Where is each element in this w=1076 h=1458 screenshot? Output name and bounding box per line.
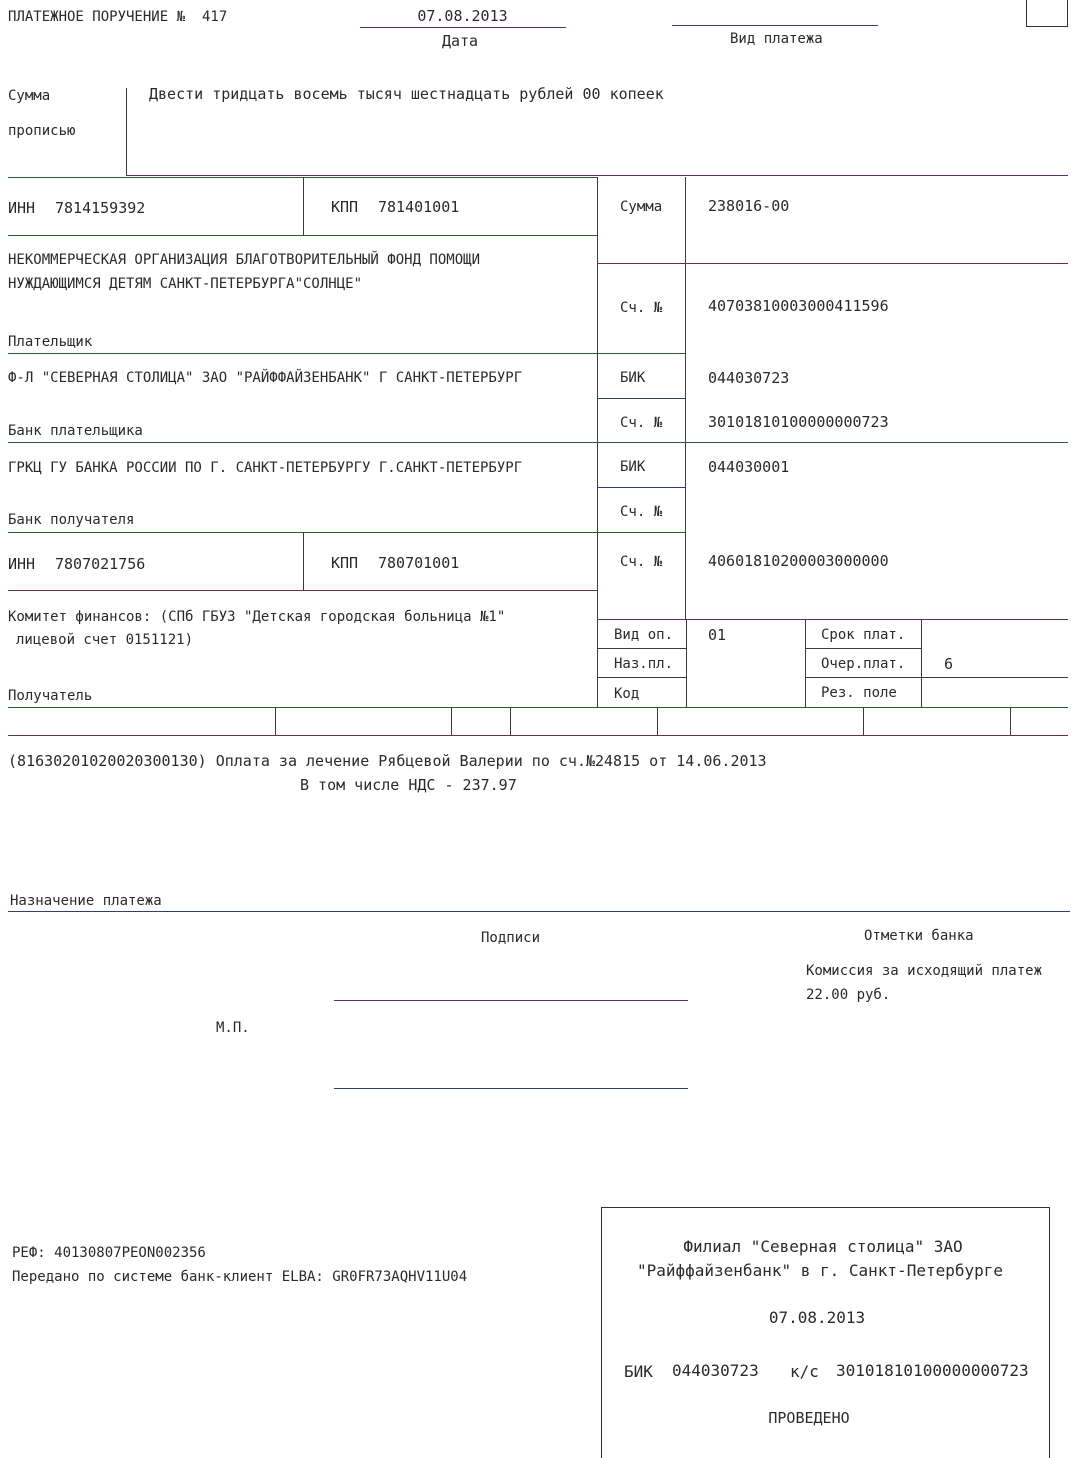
payer-inn-kpp-divider [303,177,304,235]
purpose-bottom-line [8,911,1070,912]
right-column-divider-2 [685,177,686,619]
payer-kpp-label: КПП [331,198,359,216]
codes-row-line-2 [597,677,686,678]
recipient-kpp-label: КПП [331,554,359,572]
payer-bank-bik: 044030723 [708,369,790,387]
recipient-inn-kpp-divider [303,532,304,590]
tax-cell-divider-1 [275,707,276,735]
recipient-inn-label: ИНН [8,555,36,573]
signatures-label: Подписи [481,930,541,946]
bank-stamp-bik-label: БИК [624,1362,653,1381]
payer-bank-bik-line [597,398,685,399]
purpose-line-1: (81630201020020300130) Оплата за лечение Рябцевой Валерии по сч.№24815 от 14.06.2013 [8,752,767,770]
codes-top-line [597,619,1068,620]
purpose-code-label: Наз.пл. [614,656,674,672]
payer-inn-label: ИНН [8,199,36,217]
document-number: 417 [202,9,228,25]
bank-stamp-line-1: Филиал "Северная столица" ЗАО [683,1237,963,1256]
signature-line-2 [334,1088,688,1089]
recipient-bank-bik: 044030001 [708,458,790,476]
recipient-inn-bottom-line [8,590,598,591]
payer-bank-account: 30101810100000000723 [708,413,889,431]
reserve-label: Рез. поле [821,685,897,701]
purpose-line-2: В том числе НДС - 237.97 [300,776,517,794]
payer-bank-bik-label: БИК [620,370,646,386]
amount-words-label-2: прописью [8,123,76,139]
recipient-bank-bik-label: БИК [620,459,646,475]
bank-marks-label: Отметки банка [864,928,974,944]
payer-sum-label: Сумма [620,199,663,215]
tax-cell-divider-2 [451,707,452,735]
codes-divider-3 [921,619,922,707]
transfer-info: Передано по системе банк-клиент ELBA: GR0FR73AQHV11U04 [12,1269,468,1285]
payer-name-line-1: НЕКОММЕРЧЕСКАЯ ОРГАНИЗАЦИЯ БЛАГОТВОРИТЕЛЬНЫЙ ФОНД ПОМОЩИ [8,252,481,268]
payer-inn-bottom-line [8,235,598,236]
reference-number: РЕФ: 40130807PEON002356 [12,1245,206,1261]
codes-divider-1 [686,619,687,707]
recipient-bank-label: Банк получателя [8,512,135,528]
bank-stamp-status: ПРОВЕДЕНО [768,1409,850,1427]
payer-account: 40703810003000411596 [708,297,889,315]
payer-bank-account-label: Сч. № [620,415,663,431]
recipient-inn: 7807021756 [55,555,146,573]
payer-label: Плательщик [8,334,93,350]
amount-words-label-1: Сумма [8,88,51,104]
tax-cell-divider-6 [1010,707,1011,735]
payer-account-label: Сч. № [620,300,663,316]
bank-stamp-ks: 30101810100000000723 [836,1361,1029,1380]
date-underline [360,27,566,28]
tax-row-top-line [8,707,1068,708]
form-code-box [1026,0,1068,27]
bank-stamp-date: 07.08.2013 [768,1308,866,1327]
op-type-label: Вид оп. [614,627,674,643]
commission-line-1: Комиссия за исходящий платеж [806,963,1043,979]
payment-type-underline [672,25,878,26]
deadline-label: Срок плат. [821,627,906,643]
tax-cell-divider-3 [510,707,511,735]
tax-row-bottom-line [8,735,1068,736]
recipient-bank-account-label: Сч. № [620,504,663,520]
amount-words-bottom-line [126,175,1068,176]
recipient-account: 40601810200003000000 [708,552,889,570]
payer-name-line-2: НУЖДАЮЩИМСЯ ДЕТЯМ САНКТ-ПЕТЕРБУРГА"СОЛНЦЕ" [8,276,363,292]
codes-divider-2 [805,619,806,707]
recipient-bank-bottom-line [8,532,686,533]
bank-stamp-line-2: "Райффайзенбанк" в г. Санкт-Петербурге [636,1261,1004,1280]
codes-row-line-1b [805,648,921,649]
recipient-bank-bik-line [597,487,685,488]
purpose-label: Назначение платежа [10,893,162,909]
document-date: 07.08.2013 [417,7,508,25]
amount-words-divider [126,88,127,176]
recipient-bank-name: ГРКЦ ГУ БАНКА РОССИИ ПО Г. САНКТ-ПЕТЕРБУРГУ Г.САНКТ-ПЕТЕРБУРГ [8,460,523,476]
payer-bank-name: Ф-Л "СЕВЕРНАЯ СТОЛИЦА" ЗАО "РАЙФФАЙЗЕНБАНК" Г САНКТ-ПЕТЕРБУРГ [8,370,523,386]
document-title: ПЛАТЕЖНОЕ ПОРУЧЕНИЕ № [8,9,186,25]
amount-words-value: Двести тридцать восемь тысяч шестнадцать рублей 00 копеек [149,85,664,103]
bank-stamp-bik: 044030723 [672,1361,759,1380]
codes-row-line-2b [805,677,1068,678]
code-label: Код [614,686,640,702]
payer-bottom-line [8,353,686,354]
recipient-label: Получатель [8,688,93,704]
op-type: 01 [708,626,727,644]
date-label: Дата [441,32,479,50]
tax-cell-divider-4 [657,707,658,735]
tax-cell-divider-5 [863,707,864,735]
priority: 6 [944,655,954,673]
payer-sum: 238016-00 [708,197,790,215]
codes-row-line-1 [597,648,686,649]
recipient-name-line-1: Комитет финансов: (СПб ГБУЗ "Детская городская больница №1" [8,609,506,625]
recipient-kpp: 780701001 [378,554,460,572]
payer-kpp: 781401001 [378,198,460,216]
payment-type-label: Вид платежа [730,31,823,47]
stamp-label: М.П. [216,1020,250,1036]
payer-bank-label: Банк плательщика [8,423,143,439]
recipient-account-label: Сч. № [620,554,663,570]
priority-label: Очер.плат. [821,656,906,672]
signature-line-1 [334,1000,688,1001]
commission-line-2: 22.00 руб. [806,987,891,1003]
recipient-name-line-2: лицевой счет 0151121) [16,632,194,648]
sum-bottom-line [597,263,1068,264]
bank-stamp-ks-label: к/с [790,1362,819,1381]
payer-inn: 7814159392 [55,199,146,217]
payer-bank-bottom-line [8,442,1068,443]
